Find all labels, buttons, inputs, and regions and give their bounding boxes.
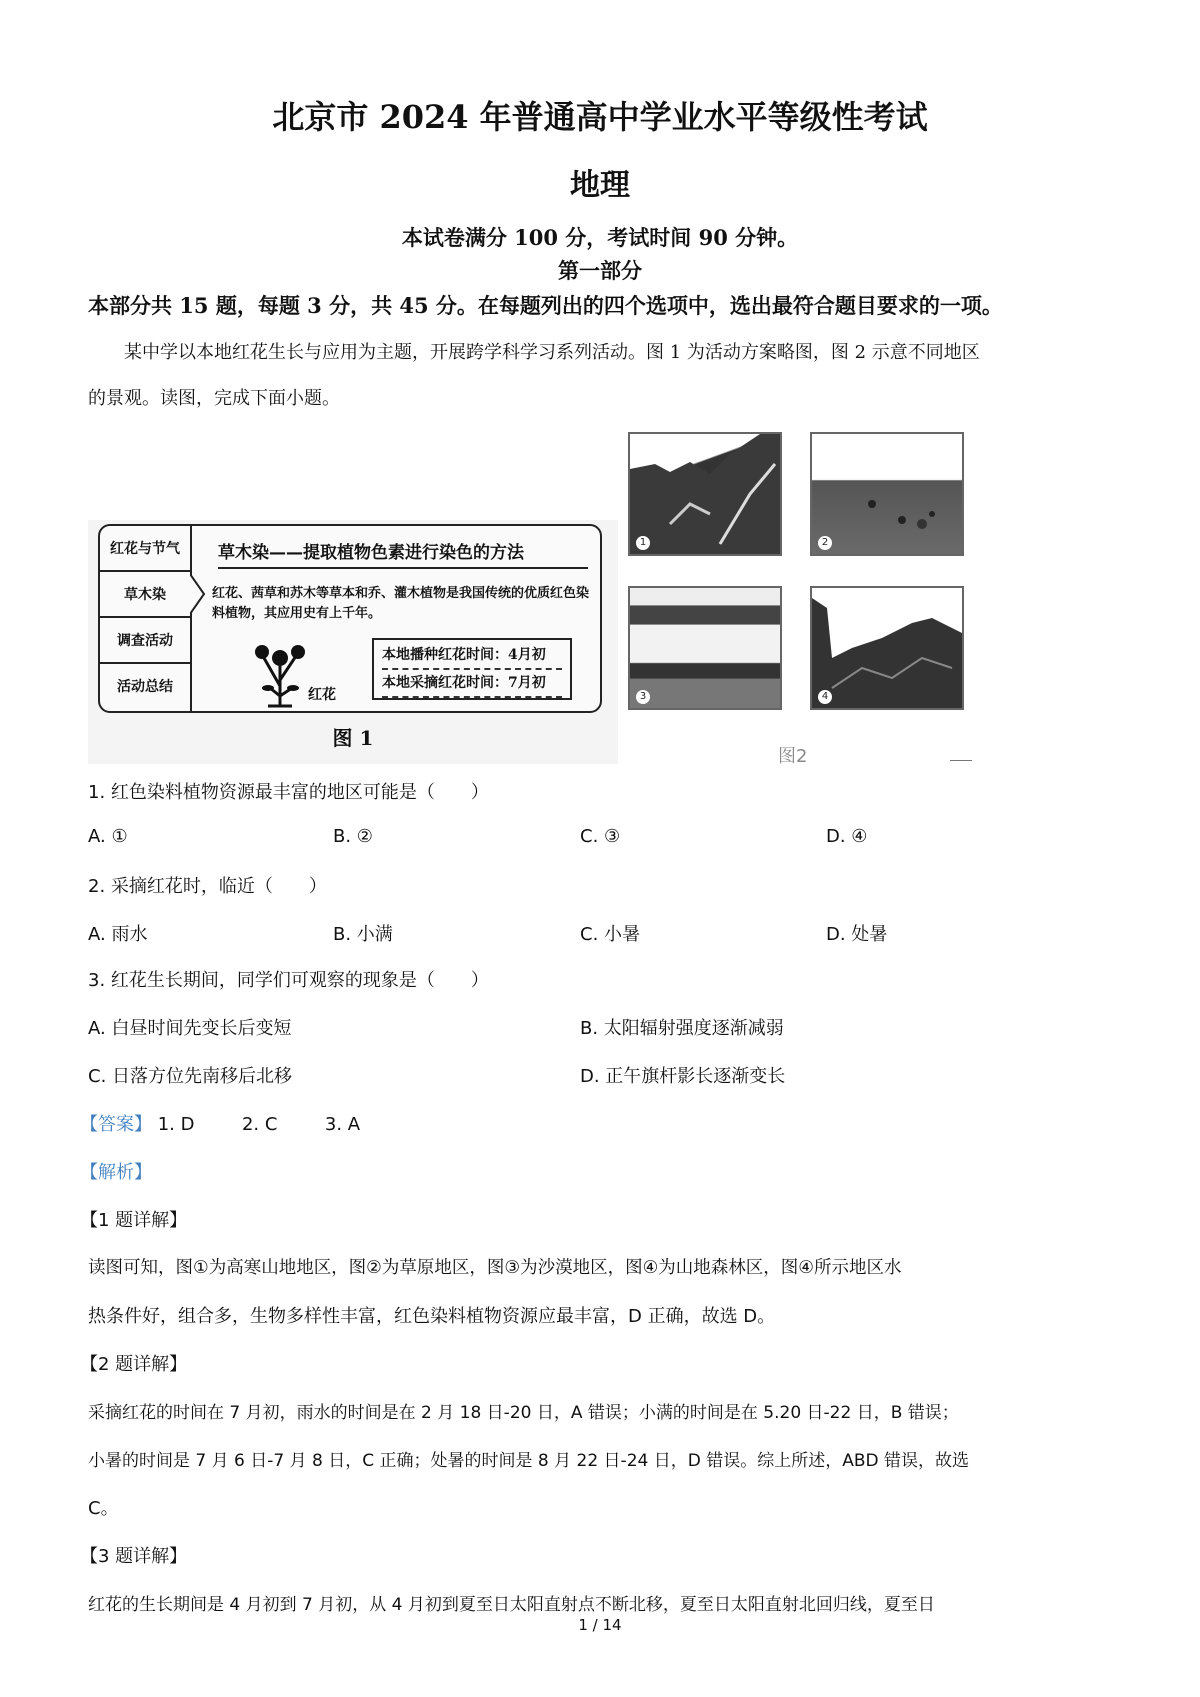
answer-1: 1. D <box>157 1114 195 1135</box>
part-instructions: 本部分共 15 题，每题 3 分，共 45 分。在每题列出的四个选项中，选出最符合题目要求的一项。 <box>88 293 1003 318</box>
q1-option-b: B. ② <box>333 826 373 847</box>
part-title: 第一部分 <box>558 258 642 283</box>
q3-option-c: C. 日落方位先南移后北移 <box>88 1066 293 1087</box>
q3-detail-line-1: 红花的生长期间是 4 月初到 7 月初，从 4 月初到夏至日太阳直射点不断北移，夏至日太阳直射北回归线，夏至日 <box>88 1595 935 1615</box>
landscape-photo-3 <box>628 586 782 710</box>
subject-title: 地理 <box>570 168 630 203</box>
figure1-caption: 图 1 <box>332 726 374 750</box>
answer-label: 【答案】 <box>80 1114 152 1135</box>
photo-number-4: 4 <box>818 690 832 704</box>
figure2-caption: 图2 <box>778 746 808 767</box>
q2-option-b: B. 小满 <box>333 924 393 945</box>
q2-option-c: C. 小暑 <box>580 924 641 945</box>
figure1-heading: 草木染——提取植物色素进行染色的方法 <box>218 538 588 569</box>
q1-detail-heading: 【1 题详解】 <box>80 1210 188 1231</box>
exam-note: 本试卷满分 100 分，考试时间 90 分钟。 <box>401 225 799 250</box>
tab-survey: 调查活动 <box>100 618 190 664</box>
analysis-label: 【解析】 <box>80 1162 152 1183</box>
q1-option-c: C. ③ <box>580 826 621 847</box>
tab-caomuran <box>100 572 190 618</box>
q3-detail-heading: 【3 题详解】 <box>80 1546 188 1567</box>
planting-dates-box <box>372 638 572 700</box>
answer-2: 2. C <box>241 1114 278 1135</box>
q3-option-a: A. 白昼时间先变长后变短 <box>88 1018 292 1039</box>
tab-caomuran-label: 草木染 <box>124 587 166 603</box>
sow-time: 本地播种红花时间：4月初 <box>382 642 562 670</box>
answer-3: 3. A <box>324 1114 361 1135</box>
question-3-stem: 3. 红花生长期间，同学们可观察的现象是（ ） <box>88 970 489 991</box>
divider-mark <box>950 760 972 761</box>
q2-detail-line-1: 采摘红花的时间在 7 月初，雨水的时间是在 2 月 18 日-20 日，A 错误；小满的时间是在 5.20 日-22 日，B 错误； <box>88 1403 959 1423</box>
forest-scene <box>812 588 962 708</box>
q2-detail-heading: 【2 题详解】 <box>80 1354 188 1375</box>
exam-title: 北京市 2024 年普通高中学业水平等级性考试 <box>272 98 928 136</box>
tab-arrow-icon <box>190 574 206 614</box>
q1-option-d: D. ④ <box>826 826 868 847</box>
activity-plan-frame <box>98 524 602 713</box>
q3-option-b: B. 太阳辐射强度逐渐减弱 <box>580 1018 784 1039</box>
page-number: 1 / 14 <box>578 1616 622 1634</box>
photo-number-1: 1 <box>636 536 650 550</box>
grassland-scene <box>812 434 962 554</box>
safflower-label: 红花 <box>308 687 336 703</box>
q1-detail-line-1: 读图可知，图①为高寒山地地区，图②为草原地区，图③为沙漠地区，图④为山地森林区，图④所示地区水 <box>88 1258 902 1278</box>
photo-number-2: 2 <box>818 536 832 550</box>
landscape-photo-4 <box>810 586 964 710</box>
q2-detail-line-2: 小暑的时间是 7 月 6 日-7 月 8 日，C 正确；处暑的时间是 8 月 22 日-24 日，D 错误。综上所述，ABD 错误，故选 <box>88 1451 970 1471</box>
figure-1 <box>88 520 618 764</box>
pick-time: 本地采摘红花时间：7月初 <box>382 670 562 698</box>
photo-number-3: 3 <box>636 690 650 704</box>
landscape-photo-1 <box>628 432 782 556</box>
answer-row <box>80 1110 360 1136</box>
q1-option-a: A. ① <box>88 826 128 847</box>
tab-honghua-jieqi: 红花与节气 <box>100 526 190 572</box>
q3-option-d: D. 正午旗杆影长逐渐变长 <box>580 1066 786 1087</box>
figure1-description: 红花、茜草和苏木等草本和乔、灌木植物是我国传统的优质红色染料植物，其应用史有上千年。 <box>212 586 590 621</box>
intro-line-2: 的景观。读图，完成下面小题。 <box>88 388 340 409</box>
mountain-scene <box>630 434 780 554</box>
question-1-stem: 1. 红色染料植物资源最丰富的地区可能是（ ） <box>88 782 489 803</box>
safflower-icon <box>250 636 310 708</box>
q2-option-a: A. 雨水 <box>88 924 148 945</box>
landscape-photo-2 <box>810 432 964 556</box>
q2-detail-line-3: C。 <box>88 1498 119 1519</box>
activity-tabs <box>100 526 192 711</box>
tab-summary: 活动总结 <box>117 679 173 695</box>
question-2-stem: 2. 采摘红花时，临近（ ） <box>88 876 327 897</box>
q2-option-d: D. 处暑 <box>826 924 888 945</box>
q1-detail-line-2: 热条件好，组合多，生物多样性丰富，红色染料植物资源应最丰富，D 正确，故选 D。 <box>88 1306 776 1327</box>
intro-line-1: 某中学以本地红花生长与应用为主题，开展跨学科学习系列活动。图 1 为活动方案略图，图 2 示意不同地区 <box>124 342 980 363</box>
